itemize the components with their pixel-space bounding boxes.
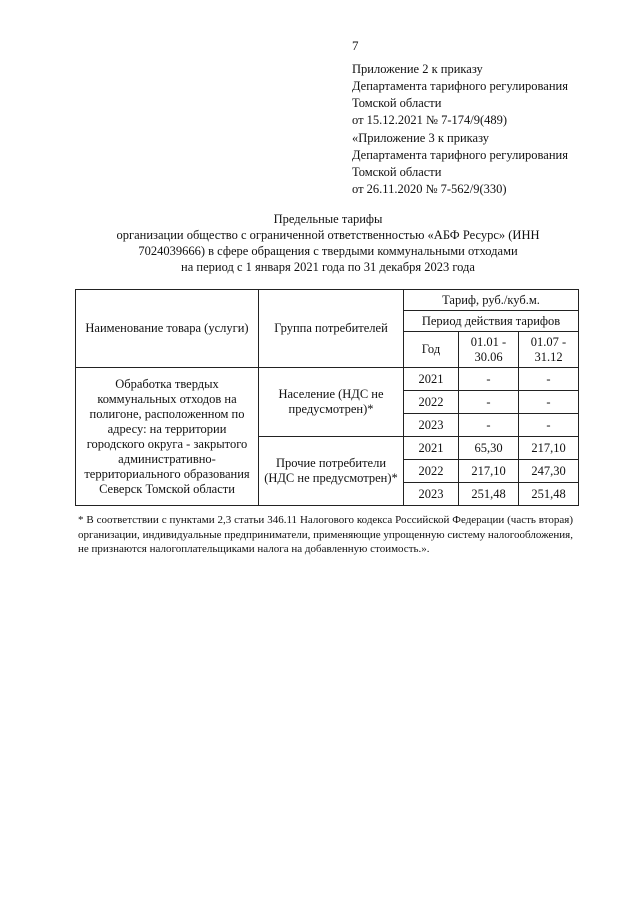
tariff-cell: 251,48 <box>459 483 519 506</box>
tariff-cell: - <box>519 414 579 437</box>
header-consumer-group: Группа потребителей <box>259 290 404 368</box>
consumer-group: Население (НДС не предусмотрен)* <box>259 368 404 437</box>
appendix-line: Томской области <box>352 96 442 110</box>
appendix-line: от 26.11.2020 № 7-562/9(330) <box>352 182 507 196</box>
service-name: Обработка твердых коммунальных отходов на полигоне, расположенном по адресу: на территории городского округа - закрытого административно-территориального образования Северск Томской области <box>76 368 259 506</box>
title-line: организации общество с ограниченной ответственностью «АБФ Ресурс» (ИНН <box>116 228 540 242</box>
header-second-half: 01.07 - 31.12 <box>519 332 579 368</box>
appendix-line: Приложение 2 к приказу <box>352 62 483 76</box>
title-line: 7024039666) в сфере обращения с твердыми коммунальными отходами <box>138 244 518 258</box>
appendix-line: Томской области <box>352 165 442 179</box>
year-cell: 2023 <box>404 414 459 437</box>
consumer-group: Прочие потребители (НДС не предусмотрен)* <box>259 437 404 506</box>
year-cell: 2022 <box>404 460 459 483</box>
tariff-cell: - <box>459 414 519 437</box>
header-service: Наименование товара (услуги) <box>76 290 259 368</box>
appendix-header-current <box>352 61 622 129</box>
appendix-header-previous <box>352 130 622 198</box>
header-year: Год <box>404 332 459 368</box>
tariff-cell: - <box>519 368 579 391</box>
appendix-line: Департамента тарифного регулирования <box>352 148 568 162</box>
header-period: Период действия тарифов <box>404 311 579 332</box>
title-line: на период с 1 января 2021 года по 31 декабря 2023 года <box>181 260 475 274</box>
table-row <box>76 368 579 391</box>
tariff-cell: 217,10 <box>459 460 519 483</box>
page-number: 7 <box>352 38 359 53</box>
year-cell: 2021 <box>404 437 459 460</box>
tariff-cell: - <box>459 391 519 414</box>
tariff-cell: 217,10 <box>519 437 579 460</box>
tariff-cell: 65,30 <box>459 437 519 460</box>
year-cell: 2021 <box>404 368 459 391</box>
tariff-cell: - <box>519 391 579 414</box>
year-cell: 2023 <box>404 483 459 506</box>
footnote: * В соответствии с пунктами 2,3 статьи 346.11 Налогового кодекса Российской Федерации (часть вторая) организации, индивидуальные предприниматели, применяющие упрощенную систему налогообложения, не признаются налогоплательщиками налога на добавленную стоимость.». <box>78 514 573 555</box>
year-cell: 2022 <box>404 391 459 414</box>
appendix-line: Департамента тарифного регулирования <box>352 79 568 93</box>
tariff-cell: 247,30 <box>519 460 579 483</box>
tariff-cell: - <box>459 368 519 391</box>
appendix-line: от 15.12.2021 № 7-174/9(489) <box>352 113 508 127</box>
title-line: Предельные тарифы <box>273 212 383 226</box>
appendix-line: «Приложение 3 к приказу <box>352 131 490 145</box>
tariff-cell: 251,48 <box>519 483 579 506</box>
header-tariff: Тариф, руб./куб.м. <box>404 290 579 311</box>
header-first-half: 01.01 - 30.06 <box>459 332 519 368</box>
tariff-table <box>75 289 579 506</box>
document-title <box>78 211 578 275</box>
